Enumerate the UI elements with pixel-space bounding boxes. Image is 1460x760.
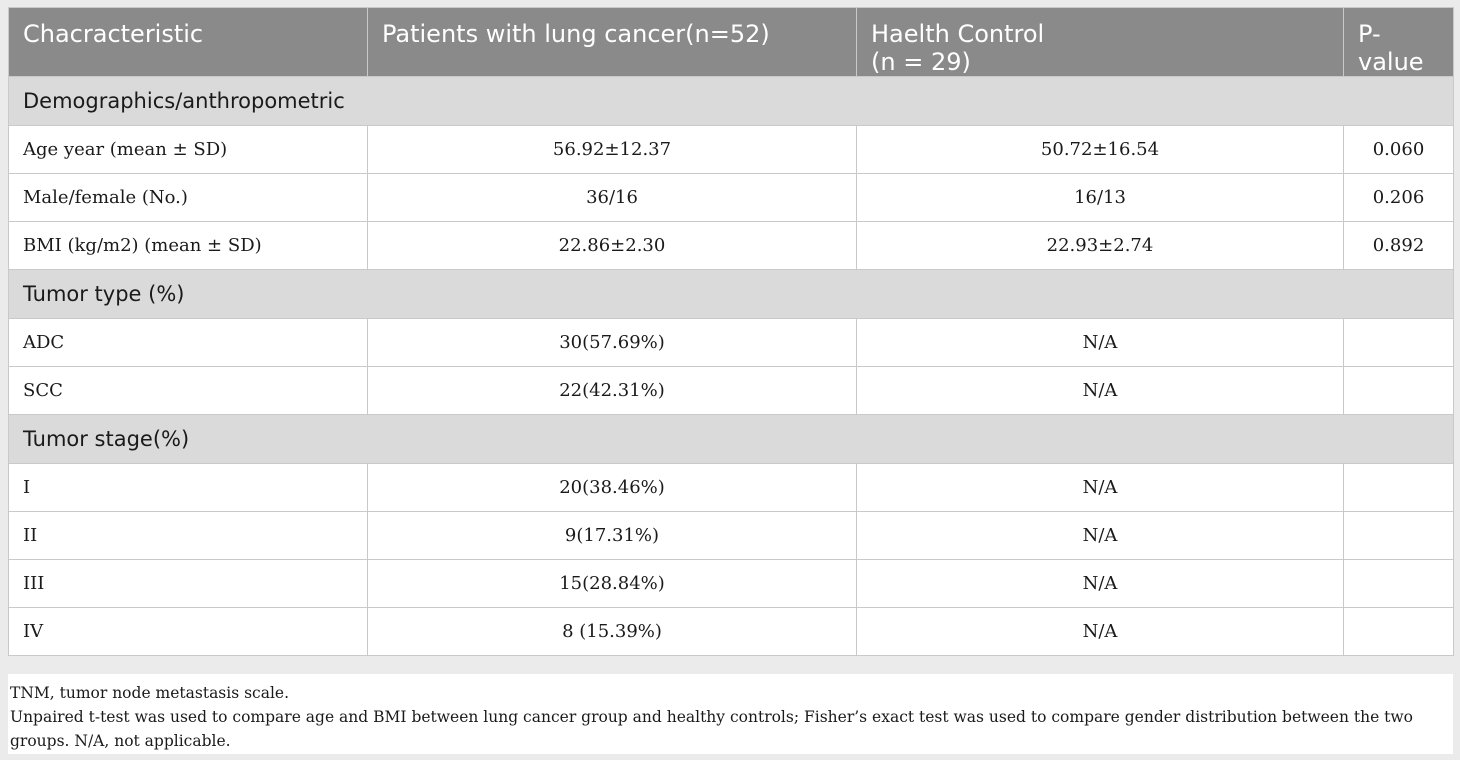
section-title: Demographics/anthropometric [9, 77, 1454, 126]
p-value [1344, 464, 1454, 512]
row-label: BMI (kg/m2) (mean ± SD) [9, 222, 368, 270]
control-value: N/A [857, 319, 1344, 367]
control-value: N/A [857, 560, 1344, 608]
table-row [9, 560, 1454, 608]
cancer-value: 56.92±12.37 [368, 126, 857, 174]
table-row [9, 608, 1454, 656]
table-row [9, 464, 1454, 512]
row-label: Age year (mean ± SD) [9, 126, 368, 174]
header-lung-cancer: Patients with lung cancer(n=52) [368, 8, 857, 77]
control-value: N/A [857, 608, 1344, 656]
row-label: ADC [9, 319, 368, 367]
header-health-control [857, 8, 1344, 77]
cancer-value: 22(42.31%) [368, 367, 857, 415]
control-value: N/A [857, 512, 1344, 560]
footnote-methods: Unpaired t-test was used to compare age and BMI between lung cancer group and healthy controls; Fisher’s exact test was used to compare gender distribution between the two groups. N/A, not applicable. [10, 708, 1414, 750]
p-value: 0.206 [1344, 174, 1454, 222]
header-p-value: P-value [1344, 8, 1454, 77]
p-value [1344, 608, 1454, 656]
footnote-abbreviation: TNM, tumor node metastasis scale. [10, 684, 290, 702]
p-value [1344, 560, 1454, 608]
table-row [9, 174, 1454, 222]
row-label: IV [9, 608, 368, 656]
cancer-value: 20(38.46%) [368, 464, 857, 512]
p-value [1344, 512, 1454, 560]
table-row [9, 367, 1454, 415]
table-row [9, 126, 1454, 174]
table-row [9, 319, 1454, 367]
p-value [1344, 367, 1454, 415]
cancer-value: 36/16 [368, 174, 857, 222]
cancer-value: 9(17.31%) [368, 512, 857, 560]
row-label: II [9, 512, 368, 560]
header-health-control-n: (n = 29) [871, 48, 971, 76]
control-value: 16/13 [857, 174, 1344, 222]
cancer-value: 8 (15.39%) [368, 608, 857, 656]
control-value: 50.72±16.54 [857, 126, 1344, 174]
control-value: N/A [857, 367, 1344, 415]
characteristics-table [8, 7, 1454, 656]
table-header-row [9, 8, 1454, 77]
p-value: 0.892 [1344, 222, 1454, 270]
section-row-tumor-stage [9, 415, 1454, 464]
table-footnotes [8, 674, 1453, 754]
table-row [9, 512, 1454, 560]
section-row-demographics [9, 77, 1454, 126]
control-value: 22.93±2.74 [857, 222, 1344, 270]
section-title: Tumor stage(%) [9, 415, 1454, 464]
control-value: N/A [857, 464, 1344, 512]
cancer-value: 22.86±2.30 [368, 222, 857, 270]
row-label: III [9, 560, 368, 608]
header-characteristic: Chacracteristic [9, 8, 368, 77]
p-value [1344, 319, 1454, 367]
cancer-value: 15(28.84%) [368, 560, 857, 608]
cancer-value: 30(57.69%) [368, 319, 857, 367]
row-label: Male/female (No.) [9, 174, 368, 222]
row-label: I [9, 464, 368, 512]
section-row-tumor-type [9, 270, 1454, 319]
p-value: 0.060 [1344, 126, 1454, 174]
row-label: SCC [9, 367, 368, 415]
section-title: Tumor type (%) [9, 270, 1454, 319]
header-health-control-title: Haelth Control [871, 20, 1045, 48]
table-row [9, 222, 1454, 270]
